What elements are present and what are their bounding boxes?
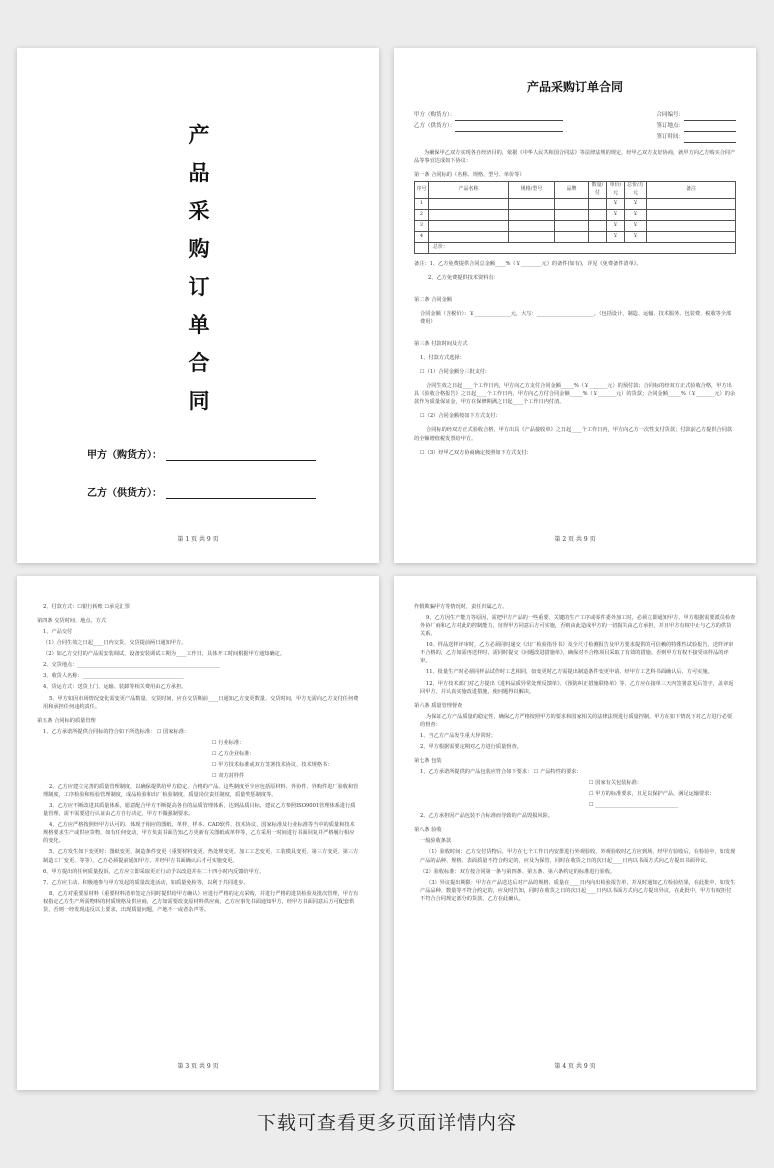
header-row	[414, 110, 736, 121]
table-row	[415, 231, 736, 242]
table-cell: ￥	[607, 209, 625, 220]
table-cell	[647, 220, 736, 231]
clause-line: 7、乙方应主动、积极地参与甲方发起的质量改进活动，如质量免检等，以利于共同进步。	[43, 879, 249, 886]
clause-line: ☐ 行业标准：	[212, 739, 245, 746]
clause-line: ☐ ________________________________	[589, 802, 679, 809]
article-heading: 第五条 合同标的质量管理	[37, 717, 96, 724]
contract-page-3	[17, 576, 379, 1090]
seller-line	[455, 126, 563, 132]
table-cell	[429, 231, 509, 242]
clause-line: 5、甲方如因市场情况变化需变更产品数量、交货时间，应在交货期前____日通知乙方变更数量、交货时间，甲方无需向乙方支付任何费用和承担任何违约责任。	[43, 695, 359, 710]
table-total-row	[415, 242, 736, 253]
clause-line: 2、甲方根据需要定期对乙方进行质量督查。	[420, 743, 522, 750]
contract-no-field	[656, 110, 736, 121]
table-cell: 3	[415, 220, 429, 231]
buyer-label: 甲方（购货方）：	[87, 450, 162, 461]
clause-line: 1、产品交付	[43, 629, 73, 636]
clause-line: ☐ 甲方的标准要求，且足以保护产品，满足运输要求：	[589, 791, 715, 798]
table-header-row	[415, 182, 736, 199]
clause-line: （1）合同生效之日起____日内交货，交货提前两日通知甲方。	[43, 640, 187, 647]
header-row	[414, 121, 736, 132]
total-label: 总价：	[429, 242, 736, 253]
table-row	[415, 198, 736, 209]
cover-title-char: 订	[188, 275, 210, 299]
cover-page	[17, 48, 379, 563]
sign-time-line	[684, 137, 736, 143]
page2-body	[414, 110, 736, 457]
table-cell	[589, 220, 607, 231]
payment-choice: 1、付款方式选择：	[420, 355, 465, 362]
table-cell	[509, 220, 555, 231]
clause-line: （1）验收时间：乙方交付货物后，甲方在七个工作日内安排进行外观验收，外观验收时乙方应到场，经甲方验收后，在检验中，如发现产品的品种、规格、表面质量不符合约定的，应及为保管，同时在收货之日的次日起____日内以书面方式向乙方提出书面异议。	[420, 849, 736, 864]
clause-line: 1、乙方承诺所提供合同标的符合如下所选标准： ☐ 国家标准：	[43, 728, 190, 735]
clause-line: 5、乙方发生如下变更时：图纸变更、制造条件变更（重要材料变更、热处理变更、加工工艺变更、工装模具变更、第三方变更、第三方制造工厂变更、等等），乙方必须提前通知甲方，并经甲方书面确认后才可实施变更。	[43, 849, 359, 864]
article-heading: 第四条 交货时间、地点、方式	[37, 618, 107, 625]
table-cell: ￥	[625, 231, 647, 242]
sign-place-label: 签订地点：	[656, 123, 684, 129]
table-cell	[509, 209, 555, 220]
cover-buyer	[87, 446, 316, 461]
clause-line: 6、甲方提出的任何质量投诉，乙方应立即采取更正行动予以改进并在二十四小时内反馈给甲方。	[43, 868, 265, 875]
table-header: 规格/型号	[509, 182, 555, 199]
payment-option-1: ☐（1）合同金额分三批支付:	[420, 369, 487, 376]
cover-title-char: 单	[188, 313, 210, 337]
payment-option-2-text: 合同标的经双方正式验收合格，甲方出具《产品接收单》之日起____个工作日内，甲方向乙方一次性支付货款；付款前乙方提供合同款的全额增值税发票给甲方。	[414, 427, 733, 442]
table-cell: ￥	[625, 198, 647, 209]
table-cell: 2	[415, 209, 429, 220]
clause-line: 4、货运方式：送货上门、运输、装卸等相关费用由乙方承担。	[43, 684, 187, 691]
table-cell: 1	[415, 198, 429, 209]
table-cell	[429, 220, 509, 231]
table-cell	[509, 231, 555, 242]
table-cell	[589, 231, 607, 242]
clause-line: 8、乙方对重要原材料（重要材料清单签定合同时提供给甲方确认）应进行严格的定点采购，并进行严格的进货检验及批次管理，甲方有权指定乙方生产所需物料的材质规格及供应商，乙方如需要改变原材料供应商，乙方应事先书面通知甲方，经甲方书面同意后方可配套供货，否则一经发现违反以上要求，出现质量问题，产地不一或者杂声等。	[43, 890, 359, 913]
contract-page-4	[394, 576, 756, 1090]
cover-title	[181, 116, 217, 420]
seller-line	[166, 489, 316, 499]
contract-page-2	[394, 48, 756, 563]
table-cell	[555, 209, 589, 220]
clause-line: 为保证乙方产品质量的稳定性，确保乙方严格按照甲方的要求和国家相关的法律法规进行质量控制，甲方在如下情况下对乙方进行必要的督查：	[420, 713, 733, 728]
table-cell	[589, 209, 607, 220]
cover-seller	[87, 484, 316, 499]
article-1-heading: 第一条 合同标的（名称、规格、型号、单价等）	[414, 172, 525, 179]
clause-line: ☐ 乙方企业标准：	[212, 750, 255, 757]
article-2-heading: 第二条 合同金额	[414, 296, 452, 303]
clause-line: 12、甲方技术部门对乙方提出《进料品质异常处理反馈单》、《预防纠正措施联络单》等，乙方应在接单三天内签署意见后签字，盖章返回甲方，并认真实施改进措施，使问题得以解决。	[420, 680, 734, 695]
seller-label: 乙方（供货方）：	[414, 123, 456, 129]
page-number: 第 3 页 共 9 页	[177, 1063, 219, 1070]
article-heading: 第六条 质量管理督查	[414, 702, 463, 709]
clause-line: （3）异议提出期限：甲方在产品送达后对产品的规格、质量在____日内向出检验报告单，并及时通知乙方检验结果，在此批中，如发生产品品种、数量等不符合约定的，应及时告知，同时在收货之日的次日起____日内以书面方式向乙方提出异议，在此批中，甲方有权拒付不符合合同规定部分的货款，乙方在此确认。	[420, 879, 736, 902]
payment-option-2: ☐（2）合同金额按如下方式支付:	[420, 413, 498, 420]
table-cell: ￥	[607, 231, 625, 242]
table-cell: ￥	[607, 198, 625, 209]
article-heading: 第七条 包装	[414, 757, 442, 764]
download-caption: 下载可查看更多页面详情内容	[256, 1112, 517, 1134]
table-header: 品牌	[555, 182, 589, 199]
cover-title-char: 购	[188, 237, 210, 261]
table-row	[415, 209, 736, 220]
buyer-label: 甲方（购货方）：	[414, 112, 456, 118]
clause-line: ☐ 国家有关包装标准：	[589, 780, 642, 787]
page-number: 第 4 页 共 9 页	[554, 1063, 596, 1070]
clause-line: 3、乙方应不断改进其质量体系，愿意配合甲方不断提高各自的品质管理体系，达到品质目标，建议乙方参照ISO9001管理体系进行质量管理，需不需要进行认证由乙方自行决定，甲方不做强制要求。	[43, 803, 356, 818]
table-cell: 4	[415, 231, 429, 242]
table-cell	[647, 198, 736, 209]
table-cell	[647, 231, 736, 242]
clause-line: 1、当乙方产品发生重大异常时；	[420, 732, 496, 739]
article-3-heading: 第三条 付款时间及方式	[414, 341, 468, 347]
seller-field	[414, 121, 563, 132]
sign-time-field	[656, 132, 736, 143]
cover-title-char: 合	[188, 351, 210, 375]
sign-time-label: 签订时间：	[656, 134, 684, 140]
article-heading: 第八条 验收	[414, 827, 442, 834]
payment-option-1-text: 合同生效之日起____个工作日内，甲方向乙方支付合同金额_____%（￥_______元）的预付款；合同标的经双方正式验收合格，甲方出具《验收合格报告》之日起____个工作日内，甲方向乙方付合同金额_____%（￥_______元）的货款；合同金额_____%（￥_______元）的余款作为质量保证金，甲方在保修期满之日起____个工作日内付清。	[414, 383, 736, 406]
cover-title-char: 采	[188, 199, 210, 223]
note-2: 2、乙方免费提供技术资料有：	[428, 274, 499, 281]
contract-title: 产品采购订单合同	[526, 80, 623, 94]
product-table	[414, 181, 736, 254]
buyer-field	[414, 110, 563, 121]
page4-body	[414, 600, 736, 903]
clause-line: 10、样品送样评审时，乙方必须同时递交《出厂检验指导书》及全尺寸检测报告及甲方要求提供的可信赖的特殊性试验报告，送样评审不合格的，乙方如需再送样时，需同时提交《问题改进措施单》，确保对不合格项目采取了有效的措施。否则甲方有权不接受该样品的评审。	[420, 642, 734, 665]
clause-line: 9、乙方因生产能力等原因，需把甲方产品的一些重要、关键的生产工序或零件委外加工时，必须立即通知甲方，甲方根据需要派员检查外协厂商和乙方对此的控制能力，征得甲方同意后方可实施，否则由此造成甲方的一切损失由乙方承担，并且甲方有权中止与乙方的供货关系。	[420, 615, 736, 638]
table-cell	[415, 242, 429, 253]
clause-line: 2、付款方式：☐银行转账 ☐承兑汇票	[43, 604, 130, 610]
table-cell	[555, 231, 589, 242]
cover-title-char: 品	[188, 161, 210, 185]
contract-no-label: 合同编号：	[656, 112, 684, 118]
table-cell	[647, 209, 736, 220]
table-cell: ￥	[625, 220, 647, 231]
payment-option-3: ☐（3）经甲乙双方协商确定按照如下方式支付：	[420, 449, 532, 456]
clause-line: 作假欺骗甲方等情况时，责任归属乙方。	[414, 604, 508, 610]
note-1: 备注：1、乙方免费提供合同总金额____%（￥________元）的备件(如有)，详见《免费备件清单》。	[414, 260, 642, 267]
clause-line: （2）验收标准：双方按合同第一条与第四条、第五条、第六条约定的标准进行验收。	[420, 868, 616, 875]
clause-line: ☐ 双方封样件	[212, 772, 245, 779]
table-header: 产品名称	[429, 182, 509, 199]
table-header: 总价/万元	[625, 182, 647, 199]
clause-line: 4、乙方应严格按照经甲方认可的、体现于相应的图纸、革样、样本、CAD软件、技术协议、国家标准及行业标准等当中的质量和技术规格要求生产或供应货物，如有任何变动，甲方负责书面告知乙方更新有关图纸或革样等，乙方采用一时间进行书面回复并严格履行相应的变化。	[43, 822, 355, 845]
table-cell	[509, 198, 555, 209]
table-header: 单价/元	[607, 182, 625, 199]
clause-line: 2、交货地点：_______________________________________________________	[43, 662, 221, 669]
sign-place-field	[656, 121, 736, 132]
table-header: 备注	[647, 182, 736, 199]
clause-line: 3、收货人名称：_______________________________________	[43, 673, 184, 680]
table-cell	[429, 209, 509, 220]
intro-paragraph: 为确保甲乙双方实现各自经济目的，依据《中华人民共和国合同法》等法律法规的规定，经甲乙双方友好协商，就甲方向乙方购买合同产品等事宜达成如下协议：	[414, 150, 736, 165]
clause-line: 一般验收条款	[420, 838, 452, 845]
cover-title-char: 同	[188, 389, 210, 413]
table-cell	[555, 198, 589, 209]
clause-line: 2、乙方承担因产品包装不合标准而导致的产品毁损风险。	[420, 813, 553, 820]
table-header: 序号	[415, 182, 429, 199]
clause-line: 1、乙方承诺所提供的产品包装应符合如下要求： ☐ 产品特性的要求：	[420, 769, 582, 775]
clause-line: ☐ 甲方技术标准或双方签署技术协议、技术规格书：	[212, 761, 333, 768]
table-cell: ￥	[607, 220, 625, 231]
table-cell	[555, 220, 589, 231]
article-2-amount: 合同金额（含税价）：￥______________元，大写：______________________。（包括设计、制造、运输、技术服务、包装费、税收等全部费用）	[420, 310, 732, 325]
page3-body	[37, 600, 359, 914]
cover-title-char: 产	[188, 123, 210, 147]
table-row	[415, 220, 736, 231]
buyer-line	[166, 451, 316, 461]
table-cell	[589, 198, 607, 209]
seller-label: 乙方（供货方）：	[87, 488, 162, 499]
page-number: 第 1 页 共 9 页	[177, 536, 219, 543]
table-cell: ￥	[625, 209, 647, 220]
table-header: 数量/付	[589, 182, 607, 199]
clause-line: （2）如乙方交付的产品需安装调试，设备安装调试工期为____工作日，具体开工时间根据甲方通知确定。	[43, 651, 285, 658]
clause-line: 11、批量生产时必须同样品试作时工艺相同，如变更时乙方需提出制造条件变更申请，经甲方工艺科书面确认后，方可实施。	[426, 669, 713, 676]
table-cell	[429, 198, 509, 209]
page-number: 第 2 页 共 9 页	[554, 536, 596, 543]
header-row	[414, 132, 736, 143]
clause-line: 2、乙方应建立完善的质量管理制度，以确保提供给甲方稳定、合格的产品，这些制度至少应包括原材料、外协件、外购件进厂验收和管理制度，工序检验和检验管理制度，成品检验和出厂检验制度，质量岗位责任制度，质量奖惩制度等。	[43, 784, 359, 799]
